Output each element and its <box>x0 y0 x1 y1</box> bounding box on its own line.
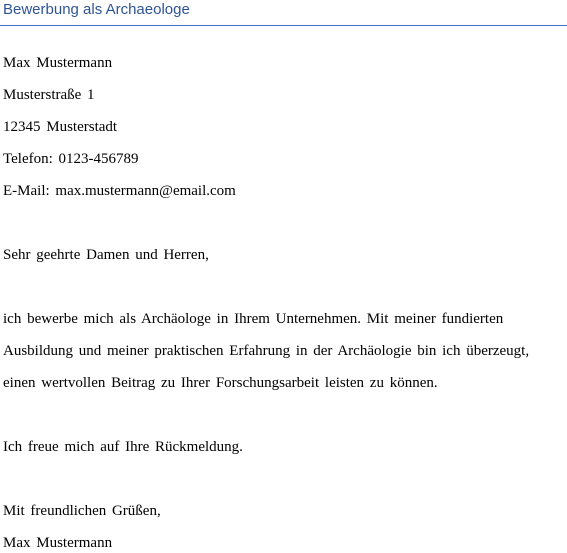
salutation: Sehr geehrte Damen und Herren, <box>3 247 209 263</box>
sender-phone: Telefon: 0123-456789 <box>3 151 139 167</box>
body-line: ich bewerbe mich als Archäologe in Ihrem Unternehmen. Mit meiner fundierten <box>3 311 504 327</box>
sender-email: E-Mail: max.mustermann@email.com <box>3 183 236 199</box>
body-line: einen wertvollen Beitrag zu Ihrer Forschungsarbeit leisten zu können. <box>3 375 438 391</box>
body-line: Ausbildung und meiner praktischen Erfahrung in der Archäologie bin ich überzeugt, <box>3 343 530 359</box>
title-underline <box>0 25 567 26</box>
sender-name: Max Mustermann <box>3 55 113 71</box>
closing-sentence: Ich freue mich auf Ihre Rückmeldung. <box>3 439 243 455</box>
closing-phrase: Mit freundlichen Grüßen, <box>3 503 161 519</box>
document-title: Bewerbung als Archaeologe <box>3 1 190 18</box>
sender-city: 12345 Musterstadt <box>3 119 118 135</box>
sender-street: Musterstraße 1 <box>3 87 95 103</box>
signature-name: Max Mustermann <box>3 535 113 551</box>
